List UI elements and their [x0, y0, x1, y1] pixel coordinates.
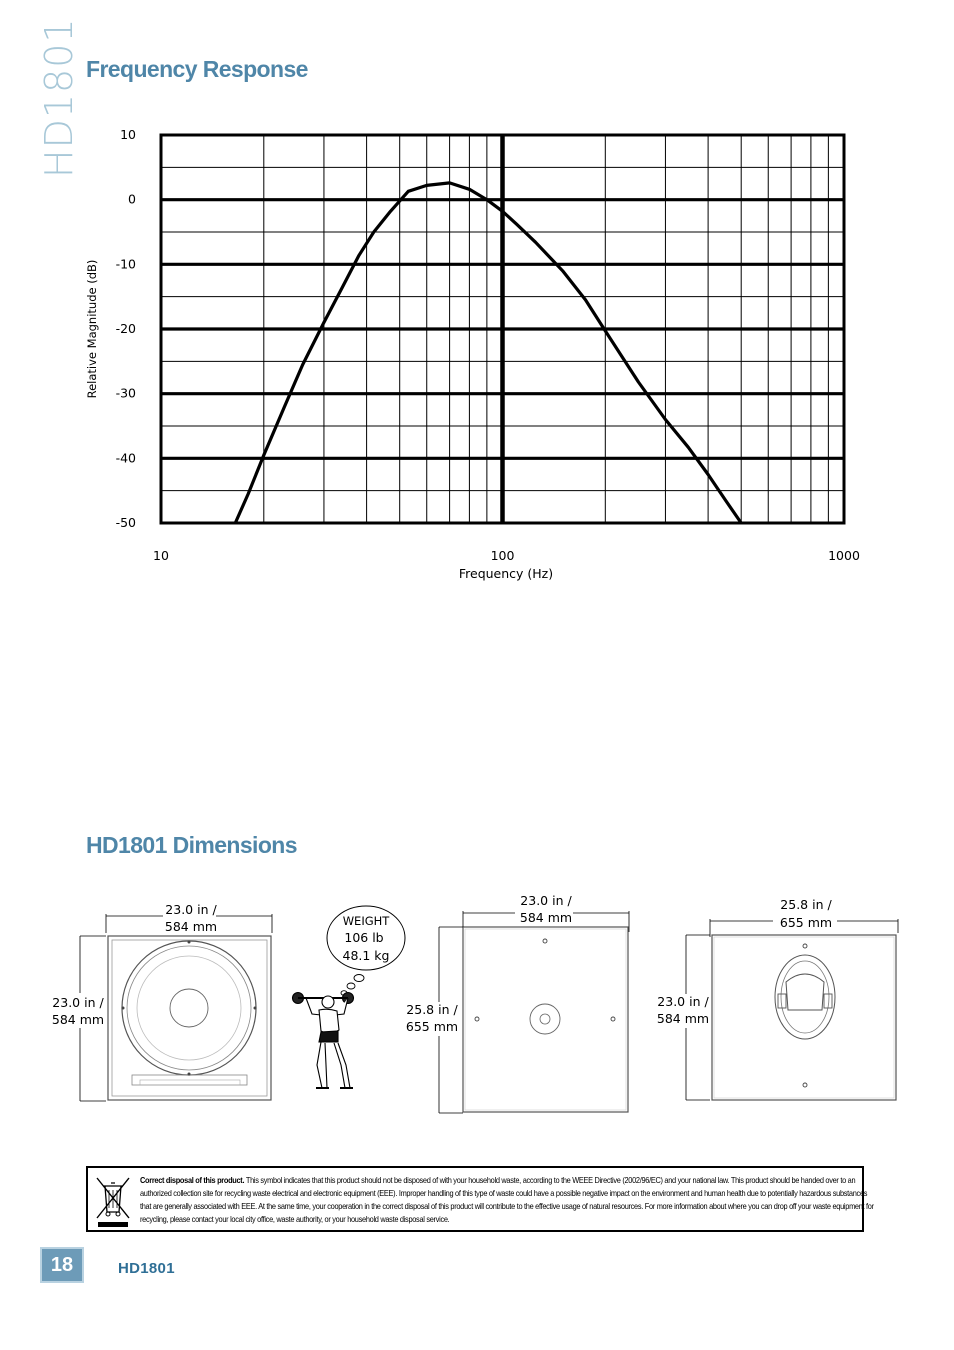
dimensions-drawings: [40, 880, 920, 1130]
front-height-dimension-line1: 23.0 in /: [52, 995, 104, 1010]
weight-kg: 48.1 kg: [342, 948, 390, 963]
page-number: 18: [40, 1247, 84, 1283]
y-tick-label: 0: [128, 191, 136, 207]
side-title: HD1801: [37, 17, 81, 178]
weight-illustration: [293, 906, 406, 1088]
dimensions-heading: HD1801 Dimensions: [86, 832, 297, 858]
front-height-dimension-line2: 584 mm: [51, 1012, 105, 1027]
y-tick-label: -20: [115, 321, 136, 336]
side-depth-dimension-line1: 25.8 in /: [780, 897, 832, 912]
y-tick-label: -10: [115, 256, 136, 272]
y-tick-label: -40: [115, 450, 136, 466]
strongman-figure: [293, 993, 354, 1089]
y-tick-labels: [116, 127, 136, 530]
frequency-response-heading: Frequency Response: [86, 56, 308, 82]
top-depth-dimension-line2: 655 mm: [405, 1019, 459, 1034]
x-tick-label: 1000: [828, 548, 860, 563]
y-axis-label: Relative Magnitude (dB): [85, 259, 99, 399]
weight-lb: 106 lb: [344, 930, 384, 945]
y-tick-label: -50: [115, 515, 136, 530]
top-width-dimension-line2: 584 mm: [519, 910, 573, 925]
top-view-drawing: [406, 893, 629, 1113]
disposal-text: [140, 1174, 880, 1226]
top-depth-dimension-line1: 25.8 in /: [406, 1002, 458, 1017]
disposal-text-bold: Correct disposal of this product.: [140, 1175, 245, 1185]
footer-title: HD1801: [118, 1260, 175, 1277]
side-depth-dimension-line2: 655 mm: [779, 915, 833, 930]
frequency-response-chart: [78, 120, 878, 590]
disposal-text-body: This symbol indicates that this product should not be disposed of with your household waste, according to the WEEE Directive (2002/96/EC) and your national law. This product should be handed over to an authorized collection site for recycling waste electrical and electronic equipment (EEE). Improper handling of this type of waste could have a possible negative impact on the environment and human health due to potentially hazardous substances that are generally associated with EEE. At the same time, your cooperation in the correct disposal of this product will contribute to the effective usage of natural resources. For more information about where you can drop off your waste equipment for recycling, please contact your local city office, waste authority, or your household waste disposal service.: [140, 1175, 874, 1224]
side-height-dimension-line1: 23.0 in /: [657, 994, 709, 1009]
front-width-dimension-line1: 23.0 in /: [165, 902, 217, 917]
front-width-dimension-line2: 584 mm: [164, 919, 218, 934]
y-tick-label: -30: [115, 385, 136, 401]
side-view-drawing: [657, 897, 898, 1100]
x-tick-label: 100: [490, 548, 515, 563]
disposal-notice: [86, 1166, 874, 1232]
top-width-dimension-line1: 23.0 in /: [520, 893, 572, 908]
weee-crossed-bin-icon: [94, 1174, 132, 1228]
front-view-drawing: [52, 902, 272, 1101]
y-tick-label: 10: [120, 127, 136, 142]
x-axis-label: Frequency (Hz): [458, 566, 554, 581]
weight-label: WEIGHT: [342, 914, 390, 928]
x-tick-labels: [153, 548, 860, 563]
x-tick-label: 10: [153, 548, 169, 563]
side-height-dimension-line2: 584 mm: [656, 1011, 710, 1026]
